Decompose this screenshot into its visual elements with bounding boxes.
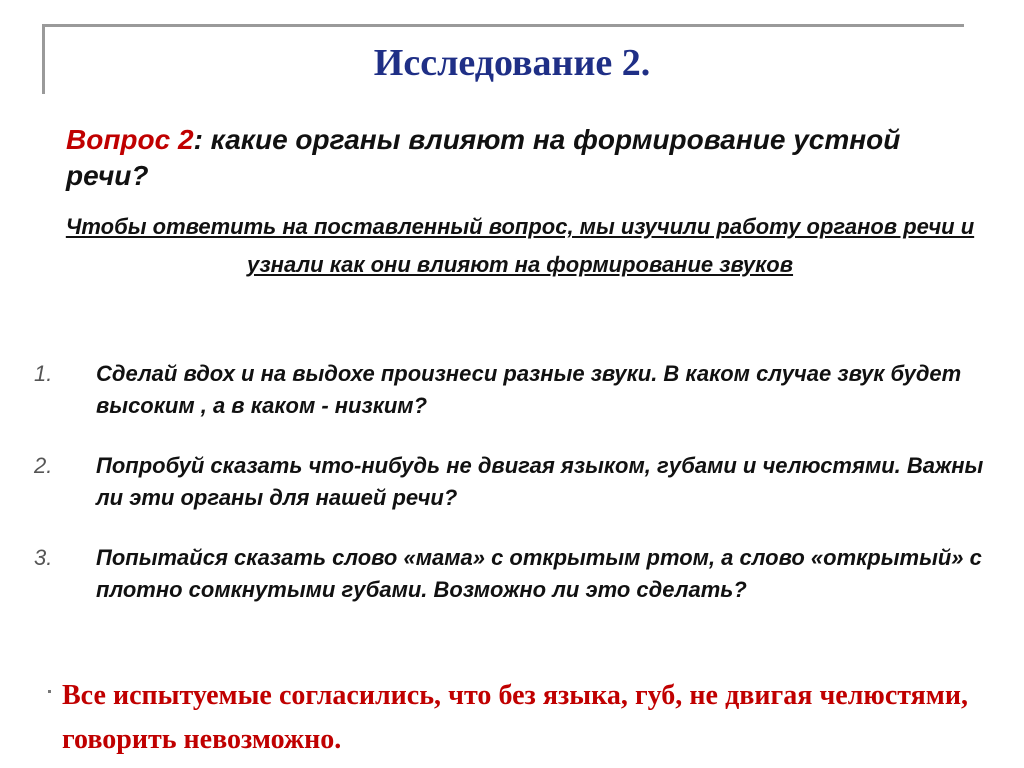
task-list bbox=[0, 358, 1024, 634]
task-item bbox=[0, 542, 1024, 606]
conclusion-text: Все испытуемые согласились, что без языка, губ, не двигая челюстями, говорить невозможно. bbox=[62, 680, 968, 755]
task-item bbox=[0, 450, 1024, 514]
bullet-dot-icon bbox=[48, 690, 51, 693]
intro-text: Чтобы ответить на поставленный вопрос, мы изучили работу органов речи и узнали как они влияют на формирование звуков bbox=[65, 214, 975, 277]
task-number: 3. bbox=[34, 545, 53, 570]
task-text: Попробуй сказать что-нибудь не двигая языком, губами и челюстями. Важны ли эти органы для нашей речи? bbox=[96, 453, 984, 510]
frame-top-line bbox=[42, 24, 964, 27]
task-number: 1. bbox=[34, 361, 53, 386]
question bbox=[66, 122, 966, 194]
task-number: 2. bbox=[34, 453, 53, 478]
task-item bbox=[0, 358, 1024, 422]
task-text: Сделай вдох и на выдохе произнеси разные звуки. В каком случае звук будет высоким , а в каком - низким? bbox=[96, 361, 962, 418]
slide-title: Исследование 2. bbox=[373, 42, 651, 84]
question-text: : какие органы влияют на формирование устной речи? bbox=[66, 124, 901, 191]
task-text: Попытайся сказать слово «мама» с открытым ртом, а слово «открытый» с плотно сомкнутыми губами. Возможно ли это сделать? bbox=[96, 545, 982, 602]
question-label: Вопрос 2 bbox=[66, 124, 194, 155]
